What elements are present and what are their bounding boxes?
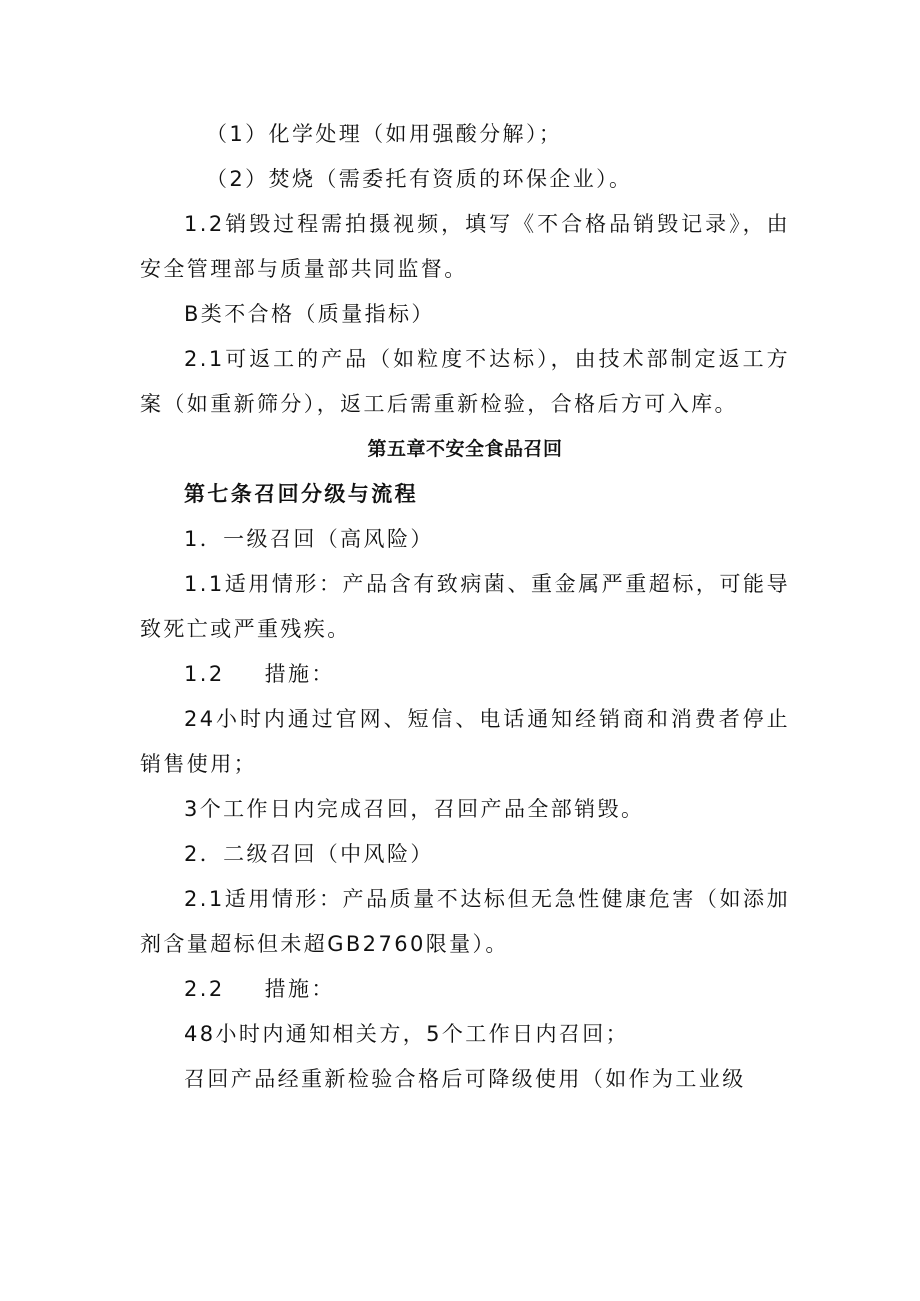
measures-label: 措施： — [264, 662, 335, 686]
level-one-destroy-paragraph: 3个工作日内完成召回，召回产品全部销毁。 — [184, 797, 645, 821]
class-b-heading: B类不合格（质量指标） — [184, 302, 435, 326]
level-two-scope-paragraph: 2.1适用情形：产品质量不达标但无急性健康危害（如添加剂含量超标但未超GB2760限量）。 — [140, 887, 790, 956]
level-one-notify-paragraph: 24小时内通过官网、短信、电话通知经销商和消费者停止销售使用； — [140, 707, 790, 776]
article-title: 第七条召回分级与流程 — [184, 482, 418, 506]
destruction-record-paragraph: 1.2销毁过程需拍摄视频，填写《不合格品销毁记录》，由安全管理部与质量部共同监督。 — [140, 212, 790, 281]
level-two-downgrade-paragraph: 召回产品经重新检验合格后可降级使用（如作为工业级 — [184, 1067, 746, 1091]
level-one-recall-heading: 1．一级召回（高风险） — [184, 527, 434, 551]
level-one-measures-heading — [140, 652, 790, 697]
level-two-recall-heading: 2．二级召回（中风险） — [184, 842, 434, 866]
level-one-scope-paragraph: 1.1适用情形：产品含有致病菌、重金属严重超标，可能导致死亡或严重残疾。 — [140, 572, 790, 641]
chapter-title: 第五章不安全食品召回 — [367, 438, 563, 460]
measures-number: 1.2 — [184, 662, 225, 686]
item-incineration: （2）焚烧（需委托有资质的环保企业）。 — [206, 167, 633, 191]
item-chemical-treatment: （1）化学处理（如用强酸分解）； — [206, 122, 563, 146]
rework-paragraph: 2.1可返工的产品（如粒度不达标），由技术部制定返工方案（如重新筛分），返工后需重新检验，合格后方可入库。 — [140, 347, 790, 416]
document-body — [140, 112, 790, 1102]
level-two-notify-paragraph: 48小时内通知相关方，5个工作日内召回； — [184, 1022, 630, 1046]
level-two-measures-heading — [140, 967, 790, 1012]
measures-number: 2.2 — [184, 977, 225, 1001]
measures-label: 措施： — [264, 977, 335, 1001]
